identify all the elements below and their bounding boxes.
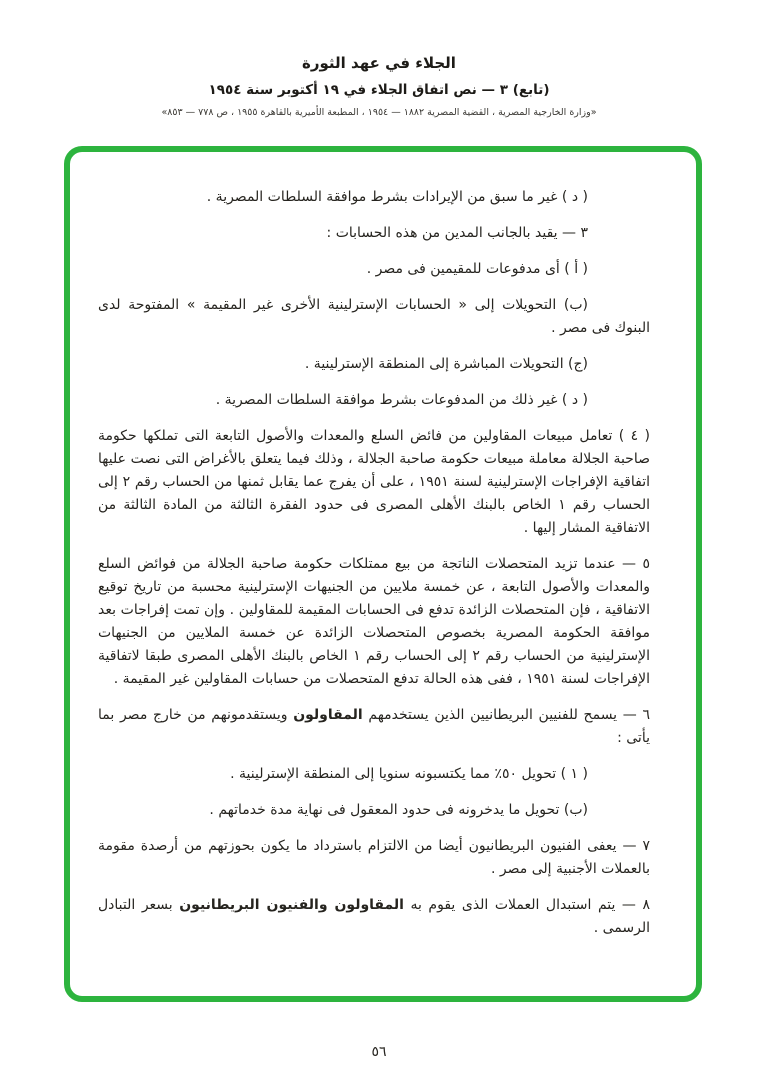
document-title: الجلاء في عهد الثورة (302, 54, 456, 72)
clause-6-british-technicians (98, 704, 650, 750)
document-body (70, 152, 696, 940)
clause-bold-text: المقاولون والفنيون البريطانيون (179, 897, 404, 913)
clause-b-transfers-accounts: (ب) التحويلات إلى « الحسابات الإسترلينية الأخرى غير المقيمة » المفتوحة لدى البنوك فى مصر . (98, 297, 650, 336)
clause-j-direct-transfers: (ج) التحويلات المباشرة إلى المنطقة الإسترلينية . (304, 356, 588, 372)
clause-d-revenues: ( د ) غير ما سبق من الإيرادات بشرط موافقة السلطات المصرية . (206, 189, 588, 205)
clause-bold-text: المقاولون (293, 707, 363, 723)
clause-4-contractor-sales: ( ٤ ) تعامل مبيعات المقاولين من فائض السلع والمعدات والأصول التابعة التى تملكها حكومة صاحبة الجلالة معاملة مبيعات حكومة صاحبة الجلالة ، وذلك فيما يتعلق بالأغراض التى نصت عليها اتفاقية الإفراجات الإسترلينية لسنة ١٩٥١ ، على أن يفرج عما يقابل ثمنها من الحساب رقم ٢ إلى الحساب رقم ١ الخاص بالبنك الأهلى المصرى فى حدود الفقرة الثالثة من المادة الثالثة من الاتفاقية المشار إليها . (98, 428, 650, 536)
document-header (0, 0, 758, 118)
page-number: ٥٦ (371, 1044, 387, 1060)
clause-5-excess-proceeds: ٥ — عندما تزيد المتحصلات الناتجة من بيع ممتلكات حكومة صاحبة الجلالة من فوائض السلع والمعدات والأصول التابعة ، عن خمسة ملايين من الجنيهات الإسترلينية محسبة من تاريخ توقيع الاتفاقية ، فإن المتحصلات الزائدة تدفع فى الحسابات المقيمة للمقاولين . وإن تمت إفراجات بعد موافقة الحكومة المصرية بخصوص المتحصلات الزائدة عن خمسة الملايين من الجنيهات الإسترلينية من الحساب رقم ٢ إلى الحساب رقم ١ الخاص بالبنك الأهلى المصرى طبقا لاتفاقية الإفراجات لسنة ١٩٥١ ، ففى هذه الحالة تدفع المتحصلات من حسابات المقاولين غير المقيمة . (98, 556, 650, 687)
clause-3-debit-side: ٣ — يقيد بالجانب المدين من هذه الحسابات : (326, 225, 588, 241)
clause-7-exemption: ٧ — يعفى الفنيون البريطانيون أيضا من الالتزام باسترداد ما يكون بحوزتهم من أرصدة مقومة بالعملات الأجنبية إلى مصر . (98, 838, 650, 877)
green-highlight-frame (64, 146, 702, 1002)
clause-d-other-payments: ( د ) غير ذلك من المدفوعات بشرط موافقة السلطات المصرية . (215, 392, 588, 408)
clause-a-payments: ( أ ) أى مدفوعات للمقيمين فى مصر . (366, 261, 588, 277)
clause-8-currency-exchange (98, 894, 650, 940)
clause-b-savings-transfer: (ب) تحويل ما يدخرونه فى حدود المعقول فى نهاية مدة خدماتهم . (209, 802, 588, 818)
clause-text: بسعر التبادل الرسمى . (98, 897, 650, 936)
clause-text: ويستقدمونهم من خارج مصر بما يأتى : (98, 707, 650, 746)
clause-text: ٦ — يسمح للفنيين البريطانيين الذين يستخدمهم (362, 707, 651, 723)
source-citation: «وزارة الخارجية المصرية ، القضية المصرية ١٨٨٢ — ١٩٥٤ ، المطبعة الأميرية بالقاهرة ١٩٥٥ ، ص ٧٧٨ — ٨٥٣» (161, 107, 597, 118)
clause-1-transfer-50-percent: ( ١ ) تحويل ٥٠٪ مما يكتسبونه سنويا إلى المنطقة الإسترلينية . (230, 766, 588, 782)
clause-text: ٨ — يتم استبدال العملات الذى يقوم به (403, 897, 651, 913)
document-subtitle: (تابع) ٣ — نص اتفاق الجلاء في ١٩ أكتوبر سنة ١٩٥٤ (208, 82, 550, 98)
